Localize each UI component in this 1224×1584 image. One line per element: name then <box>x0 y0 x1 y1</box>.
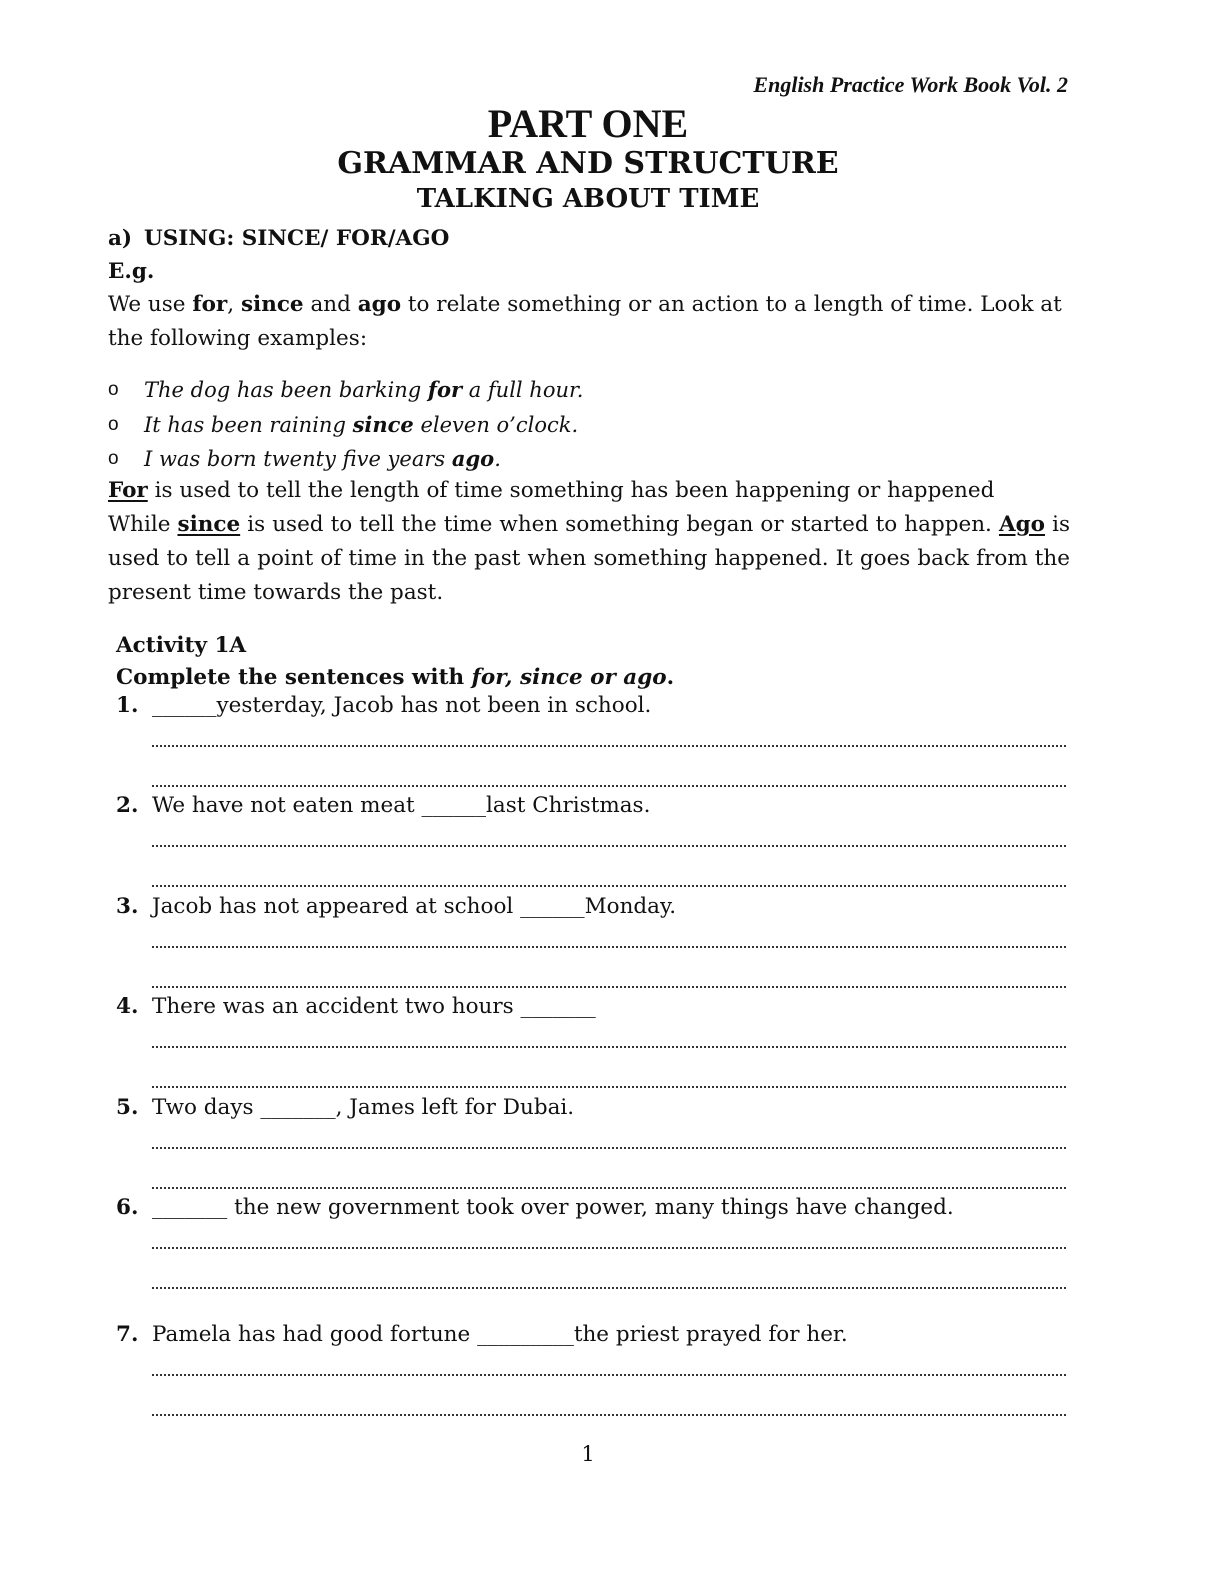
answer-line[interactable] <box>152 745 1066 747</box>
question-number: 2. <box>116 793 139 818</box>
activity-title: Activity 1A <box>116 633 247 658</box>
bullet-icon: o <box>108 448 119 469</box>
activity-instruction <box>116 662 674 694</box>
example-text: a full hour. <box>462 378 584 402</box>
answer-line[interactable] <box>152 1147 1066 1149</box>
intro-paragraph <box>108 288 1070 356</box>
keyword-since: since <box>240 292 304 317</box>
example-text: eleven o’clock. <box>413 412 579 437</box>
answer-line[interactable] <box>152 986 1066 988</box>
intro-text: , <box>227 292 241 317</box>
rule-for <box>108 474 1070 508</box>
intro-text: We use <box>108 292 193 317</box>
question-number: 1. <box>116 693 139 718</box>
question-text: ______yesterday, Jacob has not been in school. <box>152 693 652 718</box>
rule-keyword-since: since <box>177 512 241 537</box>
question-number: 6. <box>116 1195 139 1220</box>
question-text: We have not eaten meat ______last Christmas. <box>152 793 651 818</box>
instruction-text: . <box>666 665 675 690</box>
keyword-ago: ago <box>357 292 402 317</box>
answer-line[interactable] <box>152 1086 1066 1088</box>
example-keyword: since <box>352 411 414 437</box>
answer-line[interactable] <box>152 1414 1066 1416</box>
instruction-words: for, since or ago <box>471 665 667 690</box>
question-number: 3. <box>116 894 139 919</box>
intro-text: and <box>303 292 358 317</box>
rule-text: is used to tell the time when something began or started to happen. <box>240 512 999 537</box>
answer-line[interactable] <box>152 845 1066 847</box>
subsection-title: USING: SINCE/ FOR/AGO <box>144 226 450 251</box>
answer-line[interactable] <box>152 885 1066 887</box>
answer-line[interactable] <box>152 1187 1066 1189</box>
example-text: The dog has been barking <box>144 378 428 402</box>
keyword-for: for <box>192 292 228 317</box>
eg-label: E.g. <box>108 259 155 284</box>
answer-line[interactable] <box>152 946 1066 948</box>
rule-keyword-ago: Ago <box>998 512 1046 537</box>
bullet-icon: o <box>108 413 119 435</box>
answer-line[interactable] <box>152 1046 1066 1048</box>
part-title: PART ONE <box>487 101 689 146</box>
intro-text: to relate something or an action to a length of time. Look at the following examples: <box>108 292 1062 351</box>
example-keyword: for <box>427 377 463 402</box>
instruction-text: Complete the sentences with <box>116 665 472 690</box>
question-number: 7. <box>116 1322 139 1347</box>
example-item <box>108 442 583 477</box>
example-item <box>108 373 583 408</box>
section-title: GRAMMAR AND STRUCTURE <box>337 146 839 181</box>
rule-text: is used to tell a point of time in the past when something happened. It goes back from the present time towards the past. <box>108 512 1070 605</box>
answer-line[interactable] <box>152 1247 1066 1249</box>
topic-title: TALKING ABOUT TIME <box>416 184 760 214</box>
subsection-heading <box>108 222 1070 256</box>
example-list <box>108 373 583 477</box>
example-text: It has been raining <box>144 412 353 437</box>
example-keyword: ago <box>451 446 495 471</box>
question-text: Two days _______, James left for Dubai. <box>152 1095 575 1120</box>
subsection-label: a) <box>108 226 133 251</box>
question-text: Pamela has had good fortune _________the priest prayed for her. <box>152 1322 848 1347</box>
question-text: There was an accident two hours _______ <box>152 994 596 1019</box>
answer-line[interactable] <box>152 1374 1066 1376</box>
question-number: 5. <box>116 1095 139 1120</box>
activity-header <box>116 630 674 694</box>
rule-keyword-for: For <box>108 478 148 503</box>
bullet-icon: o <box>108 379 119 400</box>
running-header: English Practice Work Book Vol. 2 <box>753 72 1068 97</box>
example-text: I was born twenty five years <box>144 447 452 471</box>
question-text: Jacob has not appeared at school ______Monday. <box>152 894 677 919</box>
rule-since-ago <box>108 508 1070 610</box>
example-item <box>108 408 583 443</box>
rule-text: While <box>108 512 178 537</box>
answer-line[interactable] <box>152 1287 1066 1289</box>
answer-line[interactable] <box>152 785 1066 787</box>
question-number: 4. <box>116 994 139 1019</box>
example-text: . <box>494 447 501 471</box>
question-text: _______ the new government took over power, many things have changed. <box>152 1195 954 1220</box>
rule-text: is used to tell the length of time something has been happening or happened <box>147 478 995 503</box>
page-number: 1 <box>581 1442 595 1466</box>
